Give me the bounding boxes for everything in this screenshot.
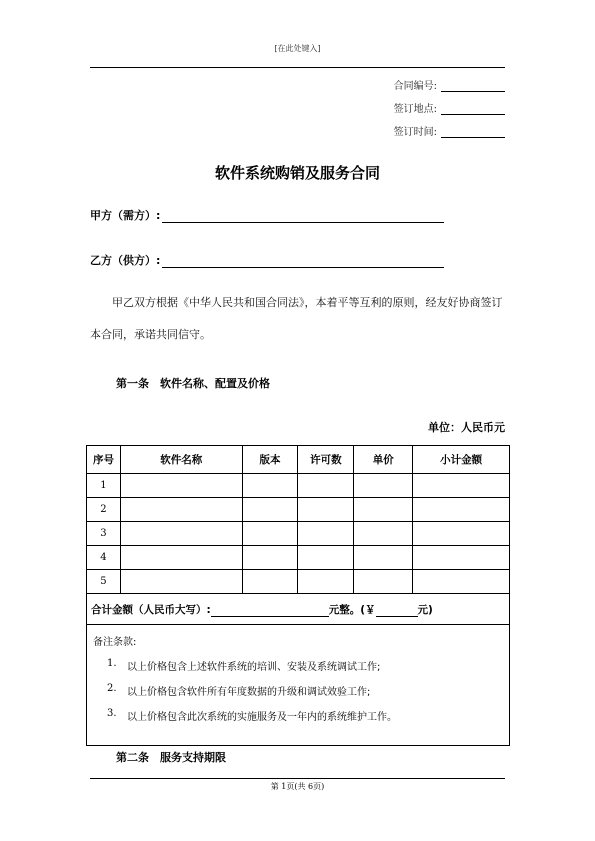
page-header: [在此处键入] — [274, 44, 321, 53]
note-number: 3. — [107, 708, 117, 719]
party-a-field[interactable] — [162, 209, 444, 223]
notes-label: 备注条款: — [93, 637, 137, 648]
total-row — [87, 594, 510, 625]
row-number: 3 — [87, 522, 121, 546]
note-item — [107, 683, 503, 698]
note-item — [107, 658, 503, 673]
col-header: 版本 — [242, 446, 298, 474]
table-header-row — [87, 446, 510, 474]
total-uppercase-field[interactable] — [211, 604, 329, 617]
cell-licenses[interactable] — [298, 570, 354, 594]
table-row — [87, 546, 510, 570]
sign-place-row — [394, 100, 505, 115]
sign-date-field[interactable] — [441, 126, 505, 138]
cell-unit-price[interactable] — [354, 474, 413, 498]
col-header: 软件名称 — [120, 446, 242, 474]
intro-paragraph: 甲乙双方根据《中华人民共和国合同法》，本着平等互利的原则，经友好协商签订本合同，承诺共同信守。 — [90, 296, 503, 341]
total-mid: 元整。(￥ — [328, 603, 376, 616]
col-header: 序号 — [87, 446, 121, 474]
total-label: 合计金额（人民币大写）: — [91, 603, 211, 616]
cell-subtotal[interactable] — [413, 474, 510, 498]
article-2-heading: 第二条 服务支持期限 — [116, 751, 226, 764]
total-end: 元) — [417, 603, 433, 616]
cell-subtotal[interactable] — [413, 498, 510, 522]
notes-cell — [87, 625, 510, 746]
table-row — [87, 474, 510, 498]
col-header: 小计金额 — [413, 446, 510, 474]
contract-number-field[interactable] — [441, 80, 505, 92]
cell-name[interactable] — [120, 498, 242, 522]
contract-number-label: 合同编号: — [393, 81, 437, 92]
note-text: 以上价格包含此次系统的实施服务及一年内的系统维护工作。 — [127, 712, 397, 723]
row-number: 1 — [87, 474, 121, 498]
sign-date-label: 签订时间: — [393, 127, 437, 138]
cell-licenses[interactable] — [298, 522, 354, 546]
cell-version[interactable] — [242, 546, 298, 570]
party-b-field[interactable] — [162, 254, 444, 268]
cell-licenses[interactable] — [298, 498, 354, 522]
cell-subtotal[interactable] — [413, 570, 510, 594]
cell-unit-price[interactable] — [354, 522, 413, 546]
row-number: 4 — [87, 546, 121, 570]
cell-name[interactable] — [120, 546, 242, 570]
contract-number-row — [394, 77, 505, 92]
article-1-heading: 第一条 软件名称、配置及价格 — [116, 377, 270, 390]
note-item — [107, 708, 503, 723]
sign-place-field[interactable] — [441, 103, 505, 115]
col-header: 单价 — [354, 446, 413, 474]
party-a-row — [90, 207, 444, 223]
sign-place-label: 签订地点: — [393, 104, 437, 115]
cell-licenses[interactable] — [298, 474, 354, 498]
cell-name[interactable] — [120, 522, 242, 546]
item-table — [86, 445, 510, 746]
cell-unit-price[interactable] — [354, 570, 413, 594]
note-text: 以上价格包含上述软件系统的培训、安装及系统调试工作; — [127, 662, 381, 673]
cell-subtotal[interactable] — [413, 546, 510, 570]
page-footer: 第 1页(共 6页) — [270, 782, 325, 791]
cell-version[interactable] — [242, 498, 298, 522]
document-title: 软件系统购销及服务合同 — [214, 164, 380, 182]
party-b-row — [90, 252, 444, 268]
cell-version[interactable] — [242, 570, 298, 594]
total-amount-field[interactable] — [376, 604, 418, 617]
cell-name[interactable] — [120, 474, 242, 498]
party-a-label: 甲方（需方）: — [90, 209, 161, 222]
total-cell — [87, 594, 510, 625]
notes-row — [87, 625, 510, 746]
cell-version[interactable] — [242, 474, 298, 498]
cell-unit-price[interactable] — [354, 498, 413, 522]
table-row — [87, 498, 510, 522]
note-number: 2. — [107, 683, 117, 694]
row-number: 5 — [87, 570, 121, 594]
note-number: 1. — [107, 658, 117, 669]
party-b-label: 乙方（供方）: — [90, 254, 161, 267]
currency-unit: 单位：人民币元 — [428, 421, 505, 434]
footer-rule — [90, 778, 505, 779]
row-number: 2 — [87, 498, 121, 522]
header-rule — [90, 67, 505, 68]
table-row — [87, 522, 510, 546]
cell-name[interactable] — [120, 570, 242, 594]
sign-date-row — [394, 123, 505, 138]
note-text: 以上价格包含软件所有年度数据的升级和调试效验工作; — [127, 687, 371, 698]
cell-unit-price[interactable] — [354, 546, 413, 570]
cell-licenses[interactable] — [298, 546, 354, 570]
col-header: 许可数 — [298, 446, 354, 474]
cell-version[interactable] — [242, 522, 298, 546]
table-row — [87, 570, 510, 594]
cell-subtotal[interactable] — [413, 522, 510, 546]
